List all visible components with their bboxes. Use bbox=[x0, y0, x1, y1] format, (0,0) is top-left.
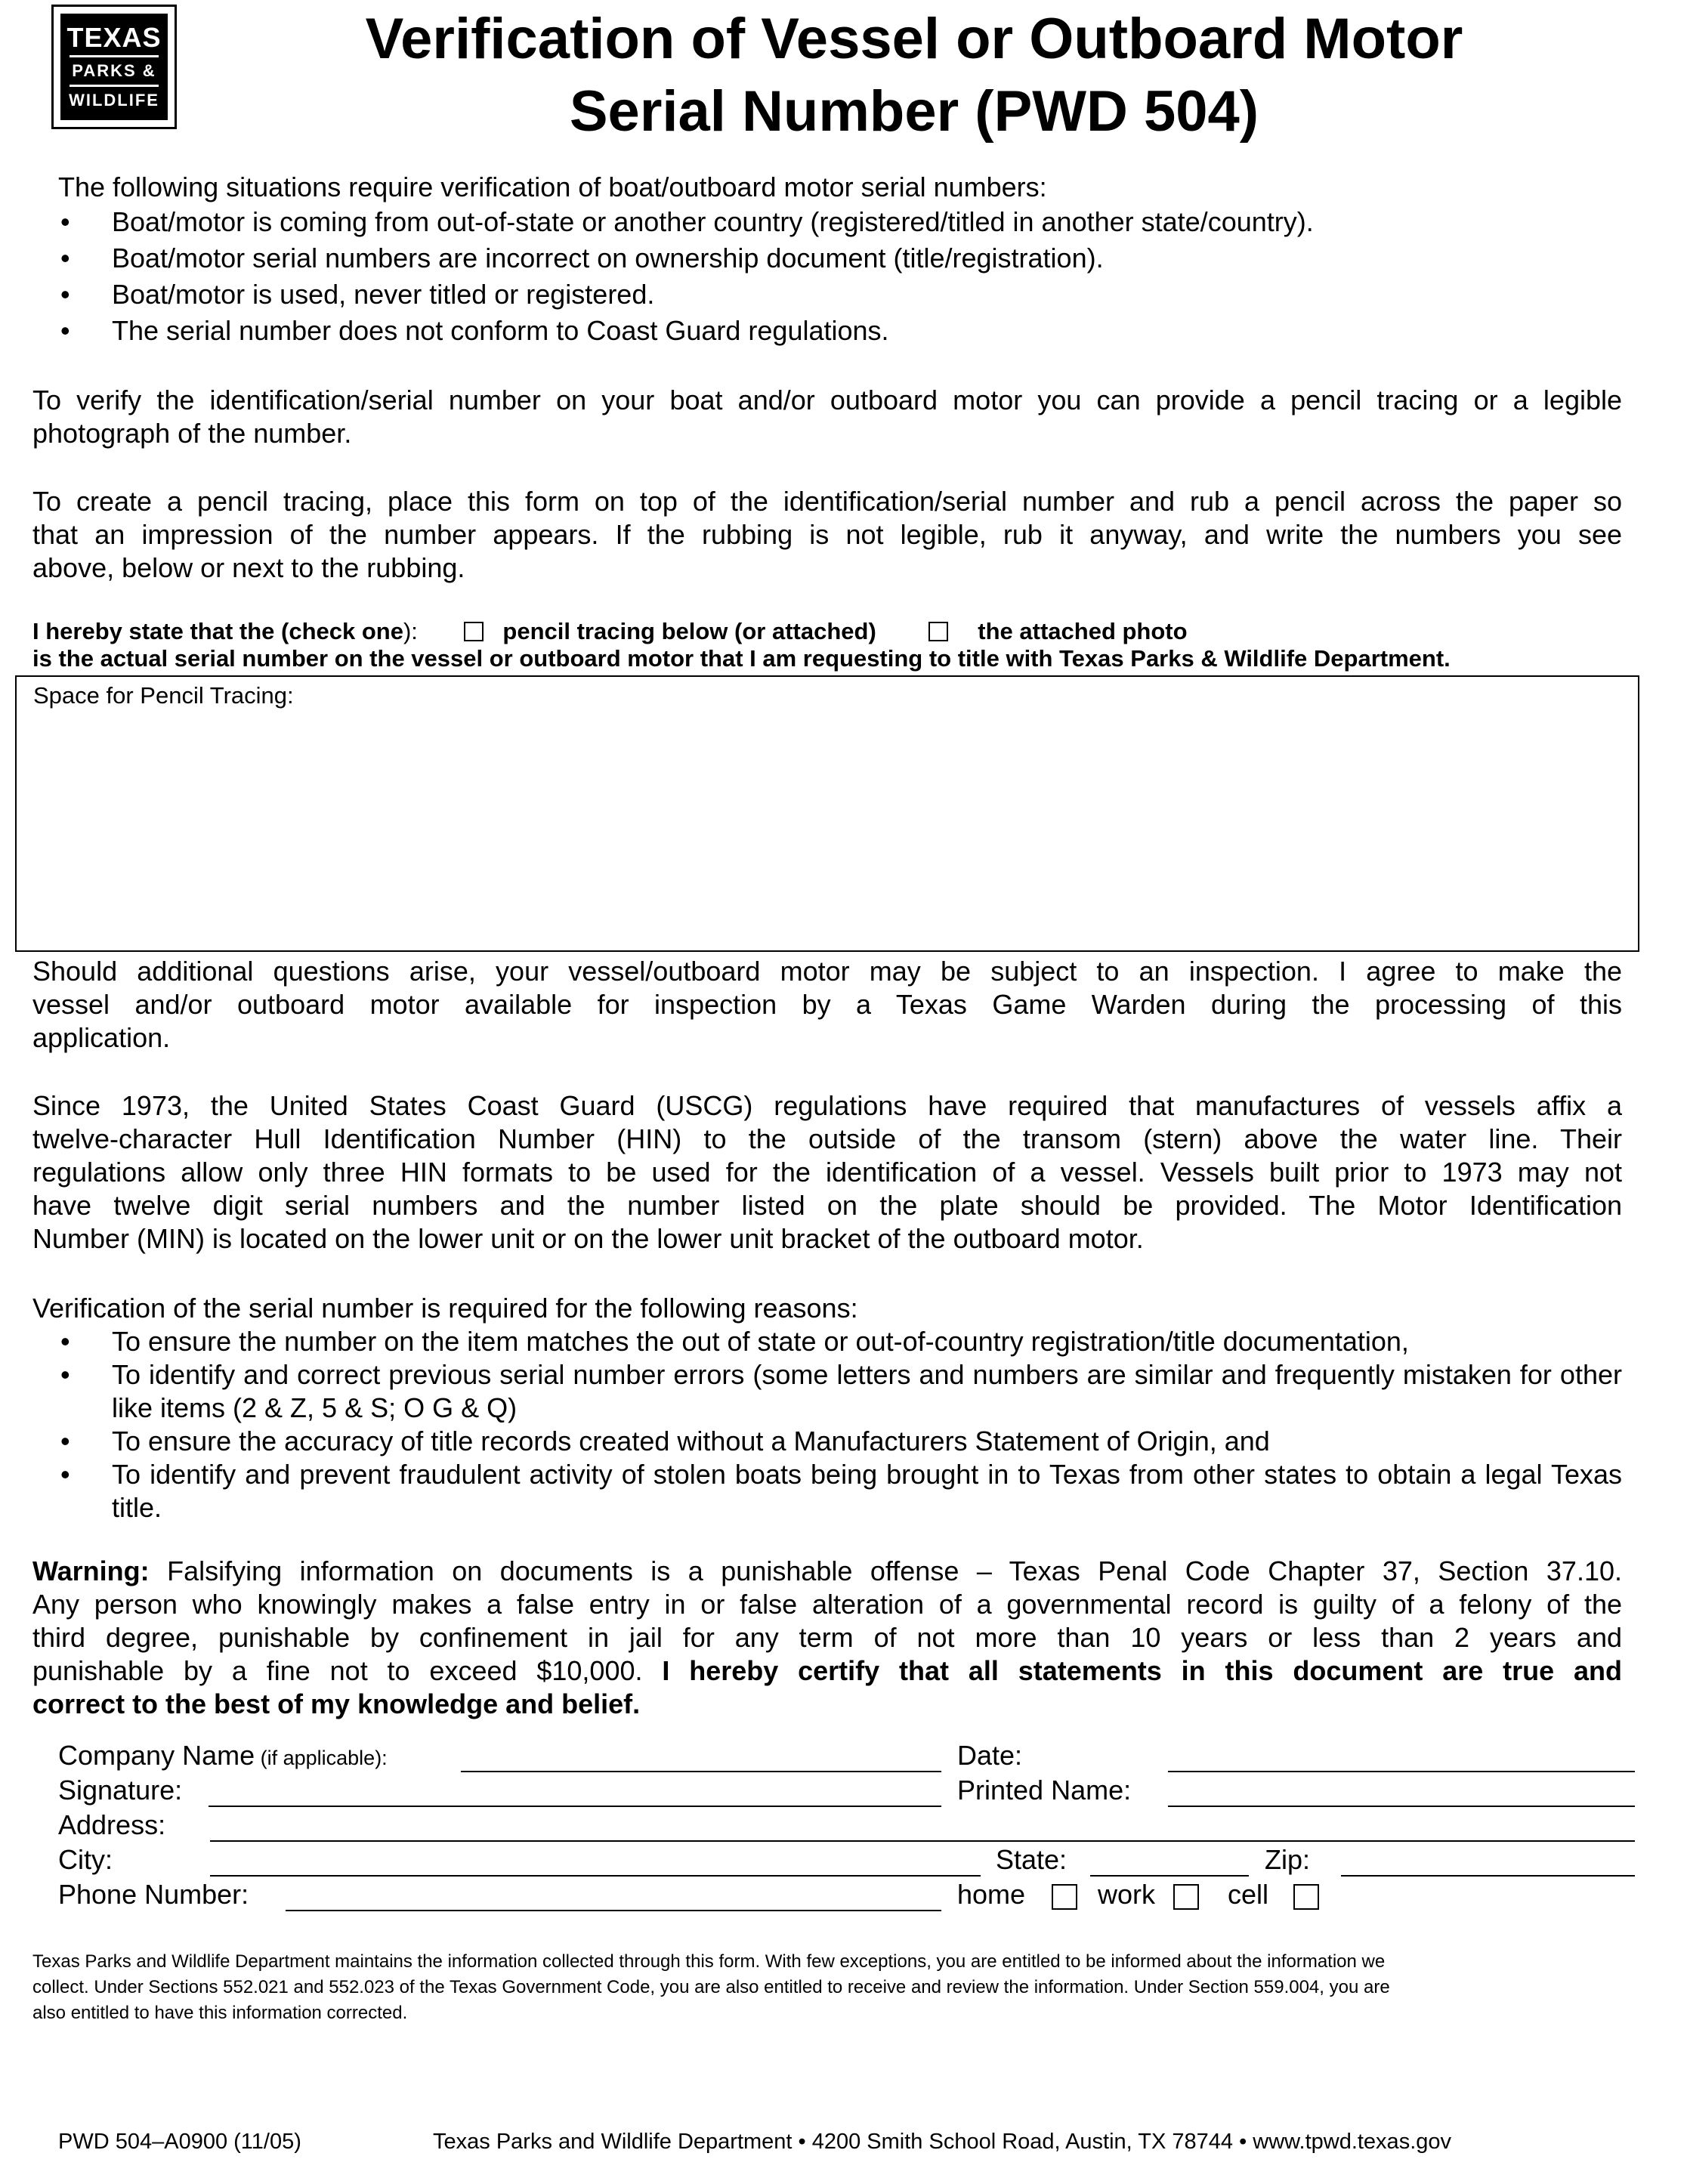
statement-lead: I hereby state that the (check one bbox=[32, 618, 403, 644]
printed-name-label: Printed Name: bbox=[957, 1775, 1132, 1806]
statement-line-2: is the actual serial number on the vessel or outboard motor that I am requesting to title with Texas Parks & Wildlife Department. bbox=[32, 645, 1451, 672]
phone-work-label: work bbox=[1098, 1879, 1156, 1910]
company-name-label bbox=[58, 1739, 388, 1775]
form-id: PWD 504–A0900 (11/05) bbox=[58, 2130, 301, 2154]
address-field[interactable] bbox=[210, 1840, 1635, 1842]
list-item: • Boat/motor is used, never titled or registered. bbox=[58, 276, 1314, 313]
list-item: • To identify and correct previous serial number errors (some letters and numbers are similar and frequently mistaken for other like items (2 & Z, 5 & S; O G & Q) bbox=[58, 1358, 1622, 1425]
document-title bbox=[272, 3, 1556, 148]
logo-line-2: PARKS & bbox=[72, 60, 156, 80]
date-label: Date: bbox=[957, 1740, 1023, 1771]
text-line: twelve-character Hull Identification Number (HIN) to the outside of the transom (stern) above the water line. Their bbox=[32, 1123, 1622, 1154]
intro-bullet-list bbox=[58, 204, 1314, 349]
verify-paragraph bbox=[32, 384, 1622, 450]
text-line: vessel and/or outboard motor available for inspection by a Texas Game Warden during the processing of this bbox=[32, 989, 1622, 1020]
title-line-2: Serial Number (PWD 504) bbox=[569, 79, 1259, 144]
list-item: • The serial number does not conform to Coast Guard regulations. bbox=[58, 313, 1314, 349]
text-line: photograph of the number. bbox=[32, 418, 352, 449]
pencil-tracing-option-label: pencil tracing below (or attached) bbox=[502, 618, 876, 644]
text-line: collect. Under Sections 552.021 and 552.023 of the Texas Government Code, you are also entitled to receive and review the information. Under Section 559.004, you are bbox=[32, 1977, 1390, 1997]
state-field[interactable] bbox=[1090, 1875, 1249, 1877]
zip-label: Zip: bbox=[1265, 1844, 1311, 1875]
reasons-list bbox=[58, 1325, 1622, 1524]
warning-text: Falsifying information on documents is a punishable offense – Texas Penal Code Chapter 37, Section 37.10. bbox=[149, 1555, 1622, 1586]
company-label-text: Company Name bbox=[58, 1740, 255, 1771]
phone-home-checkbox[interactable] bbox=[1052, 1884, 1077, 1910]
city-field[interactable] bbox=[210, 1875, 981, 1877]
tpwd-logo bbox=[51, 5, 177, 129]
date-field[interactable] bbox=[1168, 1771, 1635, 1772]
list-item: • To identify and prevent fraudulent activity of stolen boats being brought in to Texas from other states to obtain a legal Texas title. bbox=[58, 1458, 1622, 1524]
pencil-tracing-checkbox[interactable] bbox=[464, 622, 484, 641]
signature-field[interactable] bbox=[209, 1806, 941, 1807]
tracing-area-label: Space for Pencil Tracing: bbox=[33, 682, 294, 709]
tpwd-logo-mark bbox=[60, 14, 168, 120]
attached-photo-option-label: the attached photo bbox=[978, 618, 1188, 644]
warning-paragraph bbox=[32, 1555, 1622, 1721]
list-item: • Boat/motor is coming from out-of-state or another country (registered/titled in another state/country). bbox=[58, 204, 1314, 240]
phone-number-field[interactable] bbox=[286, 1910, 941, 1911]
text-line: To create a pencil tracing, place this form on top of the identification/serial number and rub a pencil across the paper so bbox=[32, 486, 1622, 517]
certification-statement-end: correct to the best of my knowledge and belief. bbox=[32, 1688, 641, 1719]
phone-home-label: home bbox=[957, 1879, 1026, 1910]
state-label: State: bbox=[996, 1844, 1068, 1875]
reasons-lead: Verification of the serial number is required for the following reasons: bbox=[32, 1293, 858, 1324]
logo-rule bbox=[70, 55, 159, 57]
statement-lead-end: ): bbox=[403, 618, 418, 644]
logo-rule bbox=[70, 85, 159, 87]
logo-line-3: WILDLIFE bbox=[69, 90, 159, 110]
text-line: third degree, punishable by confinement in jail for any term of not more than 10 years or less than 2 years and bbox=[32, 1622, 1622, 1653]
phone-work-checkbox[interactable] bbox=[1173, 1884, 1199, 1910]
text-line bbox=[32, 1688, 1622, 1721]
phone-number-label: Phone Number: bbox=[58, 1879, 249, 1910]
privacy-notice bbox=[32, 1949, 1622, 2026]
intro-lead: The following situations require verification of boat/outboard motor serial numbers: bbox=[58, 171, 1047, 202]
text-line: also entitled to have this information corrected. bbox=[32, 2003, 408, 2023]
text-line bbox=[32, 1654, 1622, 1688]
text-line: Should additional questions arise, your vessel/outboard motor may be subject to an inspection. I agree to make the bbox=[32, 956, 1622, 987]
text-line: above, below or next to the rubbing. bbox=[32, 552, 465, 583]
text-line: Since 1973, the United States Coast Guard (USCG) regulations have required that manufactures of vessels affix a bbox=[32, 1090, 1622, 1121]
title-line-1: Verification of Vessel or Outboard Motor bbox=[365, 7, 1463, 71]
pencil-tracing-area[interactable] bbox=[15, 675, 1639, 952]
list-item: • Boat/motor serial numbers are incorrect on ownership document (title/registration). bbox=[58, 240, 1314, 276]
statement-check-line bbox=[32, 616, 1188, 647]
text-line: regulations allow only three HIN formats to be used for the identification of a vessel. Vessels built prior to 1973 may not bbox=[32, 1157, 1622, 1188]
company-label-note: (if applicable): bbox=[255, 1747, 388, 1769]
list-item: • To ensure the number on the item matches the out of state or out-of-country registration/title documentation, bbox=[58, 1325, 1622, 1358]
uscg-paragraph bbox=[32, 1089, 1622, 1256]
text-line: To verify the identification/serial number on your boat and/or outboard motor you can provide a pencil tracing or a legible bbox=[32, 385, 1622, 415]
tracing-instructions bbox=[32, 485, 1622, 585]
logo-line-1: TEXAS bbox=[66, 21, 162, 53]
text-line: Number (MIN) is located on the lower unit or on the lower unit bracket of the outboard motor. bbox=[32, 1223, 1144, 1254]
text-line: Any person who knowingly makes a false entry in or false alteration of a governmental record is guilty of a felony of the bbox=[32, 1589, 1622, 1620]
text-line bbox=[32, 1555, 1622, 1588]
company-name-field[interactable] bbox=[461, 1771, 941, 1772]
text-line: Texas Parks and Wildlife Department maintains the information collected through this form. With few exceptions, you are entitled to be informed about the information we bbox=[32, 1951, 1386, 1972]
text-line: have twelve digit serial numbers and the number listed on the plate should be provided. The Motor Identification bbox=[32, 1190, 1622, 1221]
warning-fine: punishable by a fine not to exceed $10,000. bbox=[32, 1655, 663, 1686]
department-address: Texas Parks and Wildlife Department • 4200 Smith School Road, Austin, TX 78744 • www.tpwd.texas.gov bbox=[433, 2130, 1452, 2154]
attached-photo-checkbox[interactable] bbox=[928, 622, 948, 641]
address-label: Address: bbox=[58, 1809, 166, 1840]
zip-field[interactable] bbox=[1341, 1875, 1635, 1877]
text-line: application. bbox=[32, 1022, 171, 1053]
signature-label: Signature: bbox=[58, 1775, 183, 1806]
city-label: City: bbox=[58, 1844, 113, 1875]
phone-cell-label: cell bbox=[1228, 1879, 1269, 1910]
certification-statement: I hereby certify that all statements in this document are true and bbox=[662, 1655, 1622, 1686]
inspection-paragraph bbox=[32, 955, 1622, 1055]
list-item: • To ensure the accuracy of title records created without a Manufacturers Statement of Origin, and bbox=[58, 1425, 1622, 1458]
text-line: that an impression of the number appears. If the rubbing is not legible, rub it anyway, and write the numbers you see bbox=[32, 519, 1622, 550]
warning-label: Warning: bbox=[32, 1555, 150, 1586]
phone-cell-checkbox[interactable] bbox=[1293, 1884, 1319, 1910]
printed-name-field[interactable] bbox=[1168, 1806, 1635, 1807]
